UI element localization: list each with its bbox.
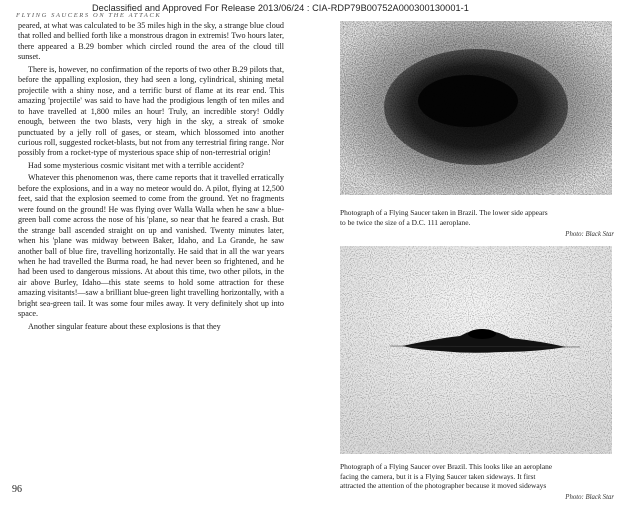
paragraph-4: Whatever this phenomenon was, there came reports that it travelled erratically before the explosions, and in a way no meteor would do. A pilot, flying at 12,500 feet, said that the explosion seemed to come from the ground. Yet no fragments were found on the ground! He was flying over Walla Walla when he saw a blue-green ball come across the nose of his 'plane, so near that he feared a crash. But the strange ball ascended straight on up and vanished. Twenty minutes later, when his 'plane was midway between Baker, Idaho, and La Grande, he saw another ball of blue fire, travelling horizontally. He said that in all the war years when he had travelled the Burma road, he had never been so frightened, and he had been used to dangerous missions. At about this time, two other pilots, in the air above Burley, Idaho—this state seems to hold some attraction for these amazing visitants!—saw a brilliant blue-green light travelling horizontally, with a bright sea-green tail. It was some four miles away. It very definitely shot up into space. — [18, 173, 284, 319]
paragraph-3: Had some mysterious cosmic visitant met with a terrible accident? — [28, 160, 244, 170]
saucer-sideways-image — [340, 246, 612, 454]
figure-2-credit: Photo: Black Star — [565, 494, 614, 501]
figure-1-caption — [340, 208, 620, 227]
paragraph-1: peared, at what was calculated to be 35 miles high in the sky, a strange blue cloud that rolled and bellied forth like a monstrous dragon in extremis! Two hours later, there appeared a B.29 bomber which circled round the area of the cloud till sunset. — [18, 21, 284, 62]
running-head: FLYING SAUCERS ON THE ATTACK — [16, 12, 162, 19]
figure-2-caption-line-1: Photograph of a Flying Saucer over Brazil. This looks like an aeroplane — [340, 462, 553, 471]
figure-1-caption-line-2: to be twice the size of a D.C. 111 aeroplane. — [340, 217, 471, 227]
body-text-column — [18, 21, 284, 334]
figure-1-credit: Photo: Black Star — [565, 231, 614, 238]
figure-1-caption-line-1: Photograph of a Flying Saucer taken in Brazil. The lower side appears — [340, 208, 548, 217]
paragraph-2: There is, however, no confirmation of the reports of two other B.29 pilots that, before the appalling explosion, they had seen a long, cylindrical, shining metal projectile with a shiny nose, and a terrific burst of flame at its rear end. This amazing 'projectile' was said to have had the prodigious length of ten miles and to have travelled at 1,800 miles an hour! Truly, an incredible story! Oddly enough, between the two blasts, very high in the sky, a streak of smoke punctuated by a jelly roll of gases, or steam, which blossomed into another curious roll, suggested rocket-blasts, but not from any terrestrial firing range. Nor possibly from a rocket-type of mysterious space ship of non-terrestrial origin! — [18, 64, 284, 158]
figure-2-caption — [340, 462, 620, 491]
paragraph-5: Another singular feature about these explosions is that they — [28, 321, 221, 331]
figure-2-caption-line-2: facing the camera, but it is a Flying Saucer taken sideways. It first — [340, 471, 536, 481]
figure-2-caption-line-3: attracted the attention of the photographer because it moved sideways — [340, 481, 547, 491]
saucer-underside-image — [340, 21, 612, 195]
page-number: 96 — [12, 484, 22, 495]
declassification-stamp: Declassified and Approved For Release 2013/06/24 : CIA-RDP79B00752A000300130001-1 — [92, 3, 469, 13]
saucer-photo-sideways — [340, 246, 612, 454]
saucer-photo-underside — [340, 21, 612, 195]
